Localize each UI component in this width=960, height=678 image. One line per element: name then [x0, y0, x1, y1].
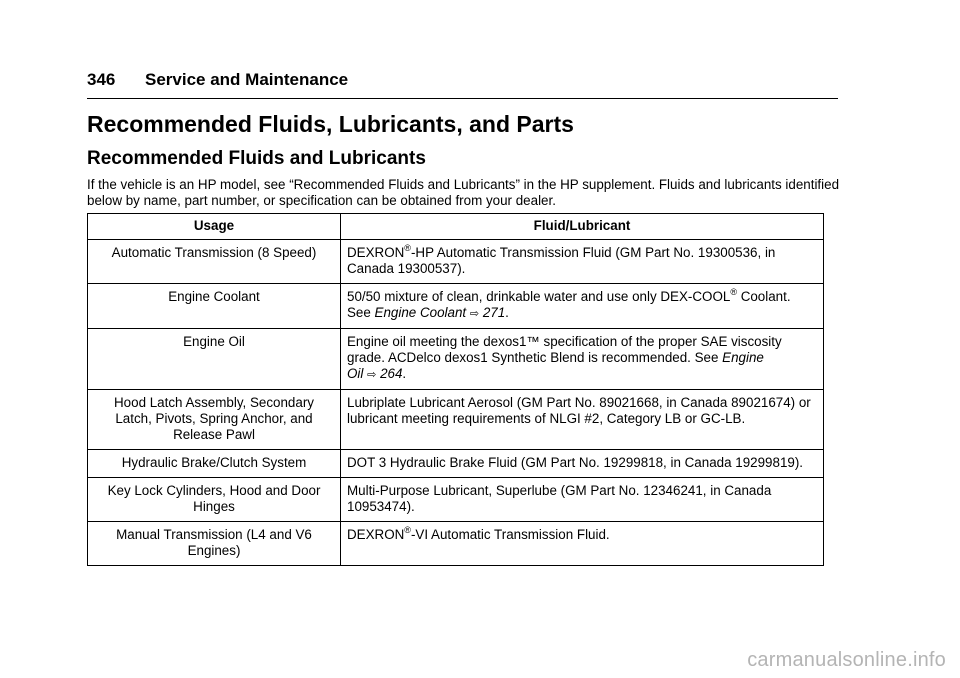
usage-cell: Manual Transmission (L4 and V6 Engines): [88, 522, 341, 566]
usage-column-header: Usage: [88, 214, 341, 240]
fluid-text: -HP Automatic Transmission Fluid (GM Part No. 19300536, in Canada 19300537).: [347, 245, 776, 276]
fluids-table: [87, 213, 824, 566]
usage-cell: Hydraulic Brake/Clutch System: [88, 450, 341, 478]
table-row: [88, 329, 824, 390]
table-row: [88, 284, 824, 329]
registered-mark: ®: [404, 524, 411, 535]
fluid-cell: [341, 329, 824, 390]
section-title: Service and Maintenance: [145, 70, 349, 89]
fluid-cell: DOT 3 Hydraulic Brake Fluid (GM Part No. 19299818, in Canada 19299819).: [341, 450, 824, 478]
usage-cell: Automatic Transmission (8 Speed): [88, 240, 341, 284]
fluid-text: Coolant. See: [347, 289, 791, 320]
fluid-text: DEXRON: [347, 245, 405, 260]
intro-paragraph: If the vehicle is an HP model, see “Recommended Fluids and Lubricants” in the HP supplement. Fluids and lubricants identified below by name, part number, or specification can be obtained from your dealer.: [87, 177, 840, 208]
reference-page-number[interactable]: 264: [380, 366, 403, 381]
fluid-column-header: Fluid/Lubricant: [341, 214, 824, 240]
table-row: [88, 478, 824, 522]
page-reference-icon: ⇨: [469, 308, 480, 320]
fluid-text: -VI Automatic Transmission Fluid.: [410, 527, 610, 542]
fluid-text: .: [402, 366, 407, 381]
cross-reference-link[interactable]: Engine Coolant: [374, 305, 467, 320]
fluid-text: Engine oil meeting the dexos1™ specification of the proper SAE viscosity grade. ACDelco dexos1 Synthetic Blend is recommended. See: [347, 334, 782, 365]
section-subtitle: Recommended Fluids and Lubricants: [87, 148, 426, 169]
usage-cell: Engine Coolant: [88, 284, 341, 329]
reference-page-number[interactable]: 271: [482, 305, 506, 320]
usage-cell: Hood Latch Assembly, Secondary Latch, Pivots, Spring Anchor, and Release Pawl: [88, 390, 341, 450]
page-number: 346: [87, 70, 116, 89]
fluid-cell: [341, 240, 824, 284]
registered-mark: ®: [404, 242, 411, 253]
table-row: [88, 450, 824, 478]
table-row: [88, 522, 824, 566]
usage-cell: Key Lock Cylinders, Hood and Door Hinges: [88, 478, 341, 522]
page-title: Recommended Fluids, Lubricants, and Parts: [87, 111, 574, 137]
table-header-row: [88, 214, 824, 240]
fluid-cell: Multi-Purpose Lubricant, Superlube (GM Part No. 12346241, in Canada 10953474).: [341, 478, 824, 522]
registered-mark: ®: [730, 286, 737, 297]
fluid-cell: Lubriplate Lubricant Aerosol (GM Part No. 89021668, in Canada 89021674) or lubricant meeting requirements of NLGI #2, Category LB or GC-LB.: [341, 390, 824, 450]
fluid-cell: [341, 284, 824, 329]
table-row: [88, 390, 824, 450]
usage-cell: Engine Oil: [88, 329, 341, 390]
watermark: carmanualsonline.info: [747, 649, 946, 671]
fluid-cell: [341, 522, 824, 566]
cross-reference-link[interactable]: Engine Oil: [347, 350, 764, 381]
fluid-text: 50/50 mixture of clean, drinkable water and use only DEX-COOL: [347, 289, 731, 304]
page-header: [87, 70, 838, 99]
fluid-text: .: [505, 305, 509, 320]
table-row: [88, 240, 824, 284]
page-reference-icon: ⇨: [367, 369, 377, 381]
fluid-text: DEXRON: [347, 527, 405, 542]
